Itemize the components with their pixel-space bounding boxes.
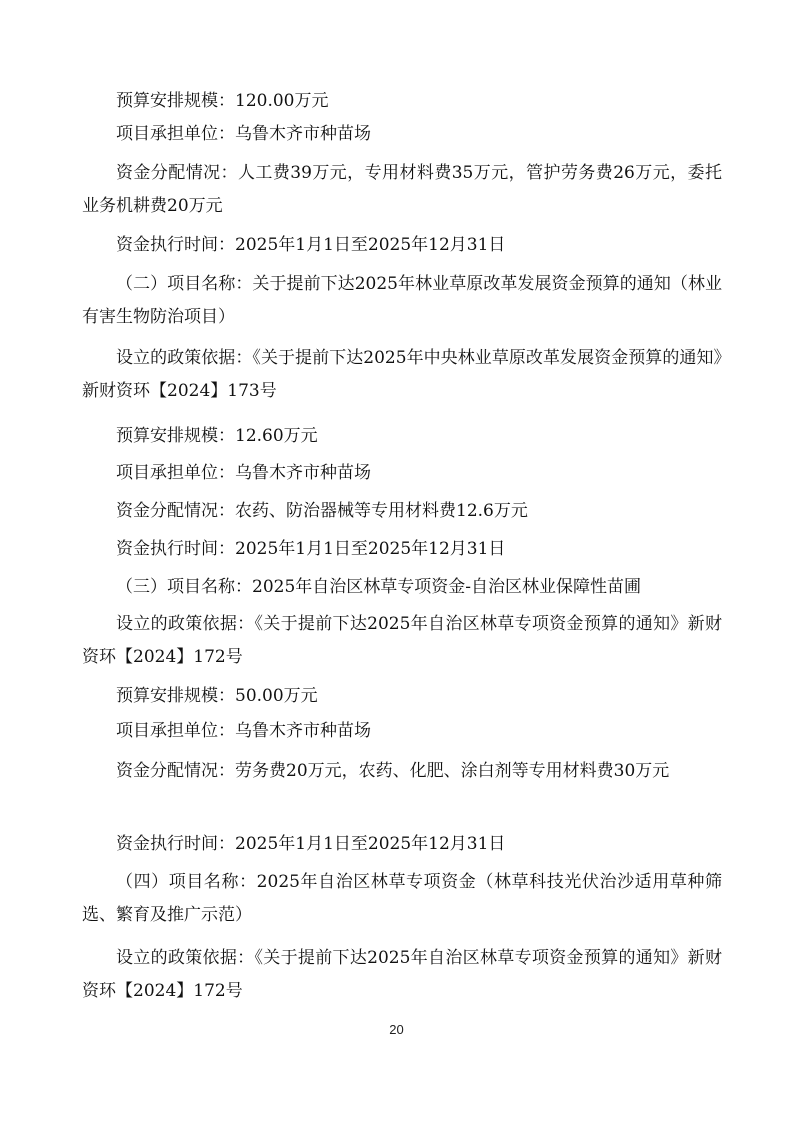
paragraph-execution-time-2: 资金执行时间：2025年1月1日至2025年12月31日 <box>116 539 506 559</box>
paragraph-policy-basis-4: 设立的政策依据：《关于提前下达2025年自治区林草专项资金预算的通知》新财资环【2024】172号 <box>82 948 722 1001</box>
paragraph-budget-scale-2: 预算安排规模：12.60万元 <box>116 426 318 446</box>
paragraph-policy-basis-3: 设立的政策依据：《关于提前下达2025年自治区林草专项资金预算的通知》新财资环【2024】172号 <box>82 614 722 667</box>
paragraph-project-name-2: （二）项目名称：关于提前下达2025年林业草原改革发展资金预算的通知（林业有害生物防治项目） <box>82 274 722 327</box>
paragraph-fund-allocation-2: 资金分配情况：农药、防治器械等专用材料费12.6万元 <box>116 501 528 521</box>
paragraph-undertaking-unit-2: 项目承担单位：乌鲁木齐市种苗场 <box>116 463 371 483</box>
paragraph-fund-allocation-3: 资金分配情况：劳务费20万元，农药、化肥、涂白剂等专用材料费30万元 <box>116 761 670 781</box>
page-number: 20 <box>389 1022 404 1037</box>
paragraph-project-name-3: （三）项目名称：2025年自治区林草专项资金-自治区林业保障性苗圃 <box>116 577 642 597</box>
paragraph-undertaking-unit-1: 项目承担单位：乌鲁木齐市种苗场 <box>116 124 371 144</box>
paragraph-execution-time-3: 资金执行时间：2025年1月1日至2025年12月31日 <box>116 834 506 854</box>
paragraph-execution-time-1: 资金执行时间：2025年1月1日至2025年12月31日 <box>116 235 506 255</box>
paragraph-policy-basis-2: 设立的政策依据：《关于提前下达2025年中央林业草原改革发展资金预算的通知》新财资环【2024】173号 <box>82 348 722 401</box>
paragraph-fund-allocation-1: 资金分配情况：人工费39万元，专用材料费35万元，管护劳务费26万元，委托业务机耕费20万元 <box>82 163 722 216</box>
paragraph-budget-scale-3: 预算安排规模：50.00万元 <box>116 686 318 706</box>
paragraph-budget-scale-1: 预算安排规模：120.00万元 <box>116 91 329 111</box>
paragraph-project-name-4: （四）项目名称：2025年自治区林草专项资金（林草科技光伏治沙适用草种筛选、繁育及推广示范） <box>82 872 722 925</box>
paragraph-undertaking-unit-3: 项目承担单位：乌鲁木齐市种苗场 <box>116 721 371 741</box>
